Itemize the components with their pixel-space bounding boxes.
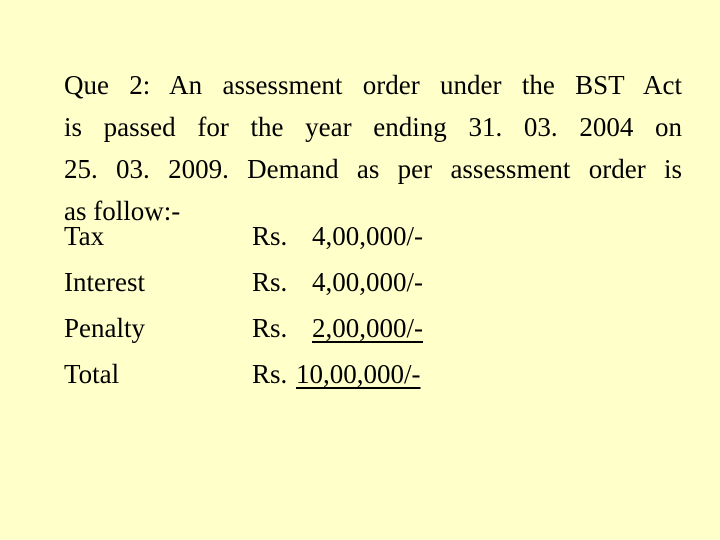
item-label: Interest bbox=[64, 267, 145, 297]
item-label: Tax bbox=[64, 221, 105, 251]
demand-row-total bbox=[64, 359, 664, 405]
question-text bbox=[64, 64, 682, 232]
demand-row-tax bbox=[64, 221, 664, 267]
item-amount: 4,00,000/- bbox=[312, 267, 423, 297]
item-amount: 4,00,000/- bbox=[312, 221, 423, 251]
item-label: Penalty bbox=[64, 313, 145, 343]
item-currency: Rs. bbox=[252, 221, 288, 251]
demand-row-penalty bbox=[64, 313, 664, 359]
item-amount: 10,00,000/- bbox=[296, 359, 421, 389]
demand-table bbox=[64, 221, 664, 405]
item-currency: Rs. bbox=[252, 313, 288, 343]
question-line: is passed for the year ending 31. 03. 2004 on bbox=[64, 112, 682, 142]
question-line: 25. 03. 2009. Demand as per assessment order is bbox=[64, 154, 682, 184]
item-label: Total bbox=[64, 359, 120, 389]
item-amount: 2,00,000/- bbox=[312, 313, 423, 343]
item-currency: Rs. bbox=[252, 359, 288, 389]
item-currency: Rs. bbox=[252, 267, 288, 297]
question-line: as follow:- bbox=[64, 196, 181, 226]
question-line: Que 2: An assessment order under the BST Act bbox=[64, 70, 682, 100]
demand-row-interest bbox=[64, 267, 664, 313]
